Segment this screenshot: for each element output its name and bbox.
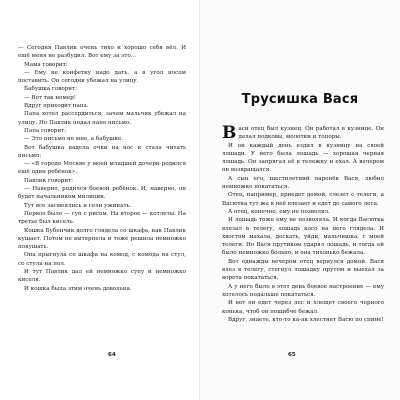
paragraph: Мама говорит: (24, 61, 68, 68)
paragraph: — Ему не конфетку надо дать, а в угол носом поставить. Он сегодня убежал на улицу. (18, 69, 186, 85)
paragraph: Вдруг, знаете, кто-то ка-ак хлестнет Васю по спине! (228, 316, 384, 323)
paragraph: — «В городе Москве у моей младшей дочери родился ещё один ребёнок». (18, 161, 186, 176)
paragraph: А отец, конечно, ему не позволял. (228, 208, 330, 215)
paragraph: — Наверно, родился боевой ребёнок. И, наверно, он будет начальником милиции. (18, 186, 186, 201)
paragraph: — Сегодня Павлик очень тихо и хорошо себя вёл. И ещё меня не разбудил. Вот ему за это... (18, 45, 186, 60)
paragraph: И вот он едет через лес и хлещет своего черного конька, чтоб он пошибче бежал. (222, 300, 384, 315)
paragraph: А сын его, шестилетний паренёк Вася, любил немножко покататься. (222, 175, 384, 191)
right-page-text (222, 125, 384, 324)
paragraph: Вдруг приходит папа. (24, 103, 89, 110)
page-number-right: 65 (288, 352, 296, 358)
paragraph: Вот бабушка надела очки на нос и стала читать письмо: (18, 144, 186, 159)
paragraph: — Вот так номер! (24, 94, 77, 101)
page-number-left: 64 (108, 352, 116, 358)
paragraph: Отец, например, приедет домой, слезет с телеги, а Васютка тут же в неё влезает и едет до самого леса. (222, 192, 384, 207)
first-paragraph-text: аси отец был кузнец. Он работал в кузнице. Он делал подковы, молотки и топоры. (238, 126, 384, 141)
paragraph: Вот однажды вечером отец вернулся домой. Вася влез в телегу, стегнул лошадку прутом и выехал за ворота покататься. (222, 258, 384, 282)
paragraph: Кошка Бубенчик долго глядела со шкафа, как Павлик кушает. Потом не вытерпела и тоже решила немножко покушать. (18, 227, 186, 251)
paragraph: И лошадь тоже ему не позволяла. И когда Васютка влезал в телегу, лошадь косо на него глядела. И хвостом махала, дескать, уйди, мальчишка, с моей телеги. Но Вася прутиком ударял лошадь, и тогда ей было немножко больно, и она тихонько бежала. (222, 217, 384, 257)
paragraph: Первое было — суп с рисом. На второе — котлеты. На третье был кисель. (18, 210, 186, 226)
paragraph: А у него было в этот день боевое настроение — ему хотелось подальше покататься. (222, 283, 384, 298)
drop-cap: В (222, 123, 237, 143)
chapter-title: Трусишка Вася (241, 92, 359, 107)
paragraph: И тут Павлик дал ей немножко супу и немножко киселя. (18, 269, 186, 284)
right-page (200, 0, 400, 400)
left-page-text (18, 44, 186, 293)
paragraph: И он каждый день ездил в кузницу на своей лошади. У него была лошадь — хорошая черная лошадь. Он запрягал её в тележку и ехал. А вечером он возвращался. (222, 142, 384, 174)
paragraph: Бабушка говорит: (24, 86, 78, 93)
paragraph: И кошка была этим очень довольна. (24, 285, 132, 292)
paragraph: — Это письмо не мне, а бабушке. (24, 136, 124, 143)
first-paragraph (222, 125, 384, 142)
paragraph: Она прыгнула со шкафа на комод, с комода на стул, со стула на пол. (18, 252, 186, 267)
paragraph: Тут все засмеялись и сели ужинать. (24, 202, 132, 209)
paragraph: Папа хотел рассердиться, зачем мальчик убежал на улицу. Но Павлик подал папе письмо. (18, 111, 186, 126)
paragraph: Павлик говорит: (24, 177, 74, 184)
paragraph: Папа говорит: (24, 127, 67, 134)
